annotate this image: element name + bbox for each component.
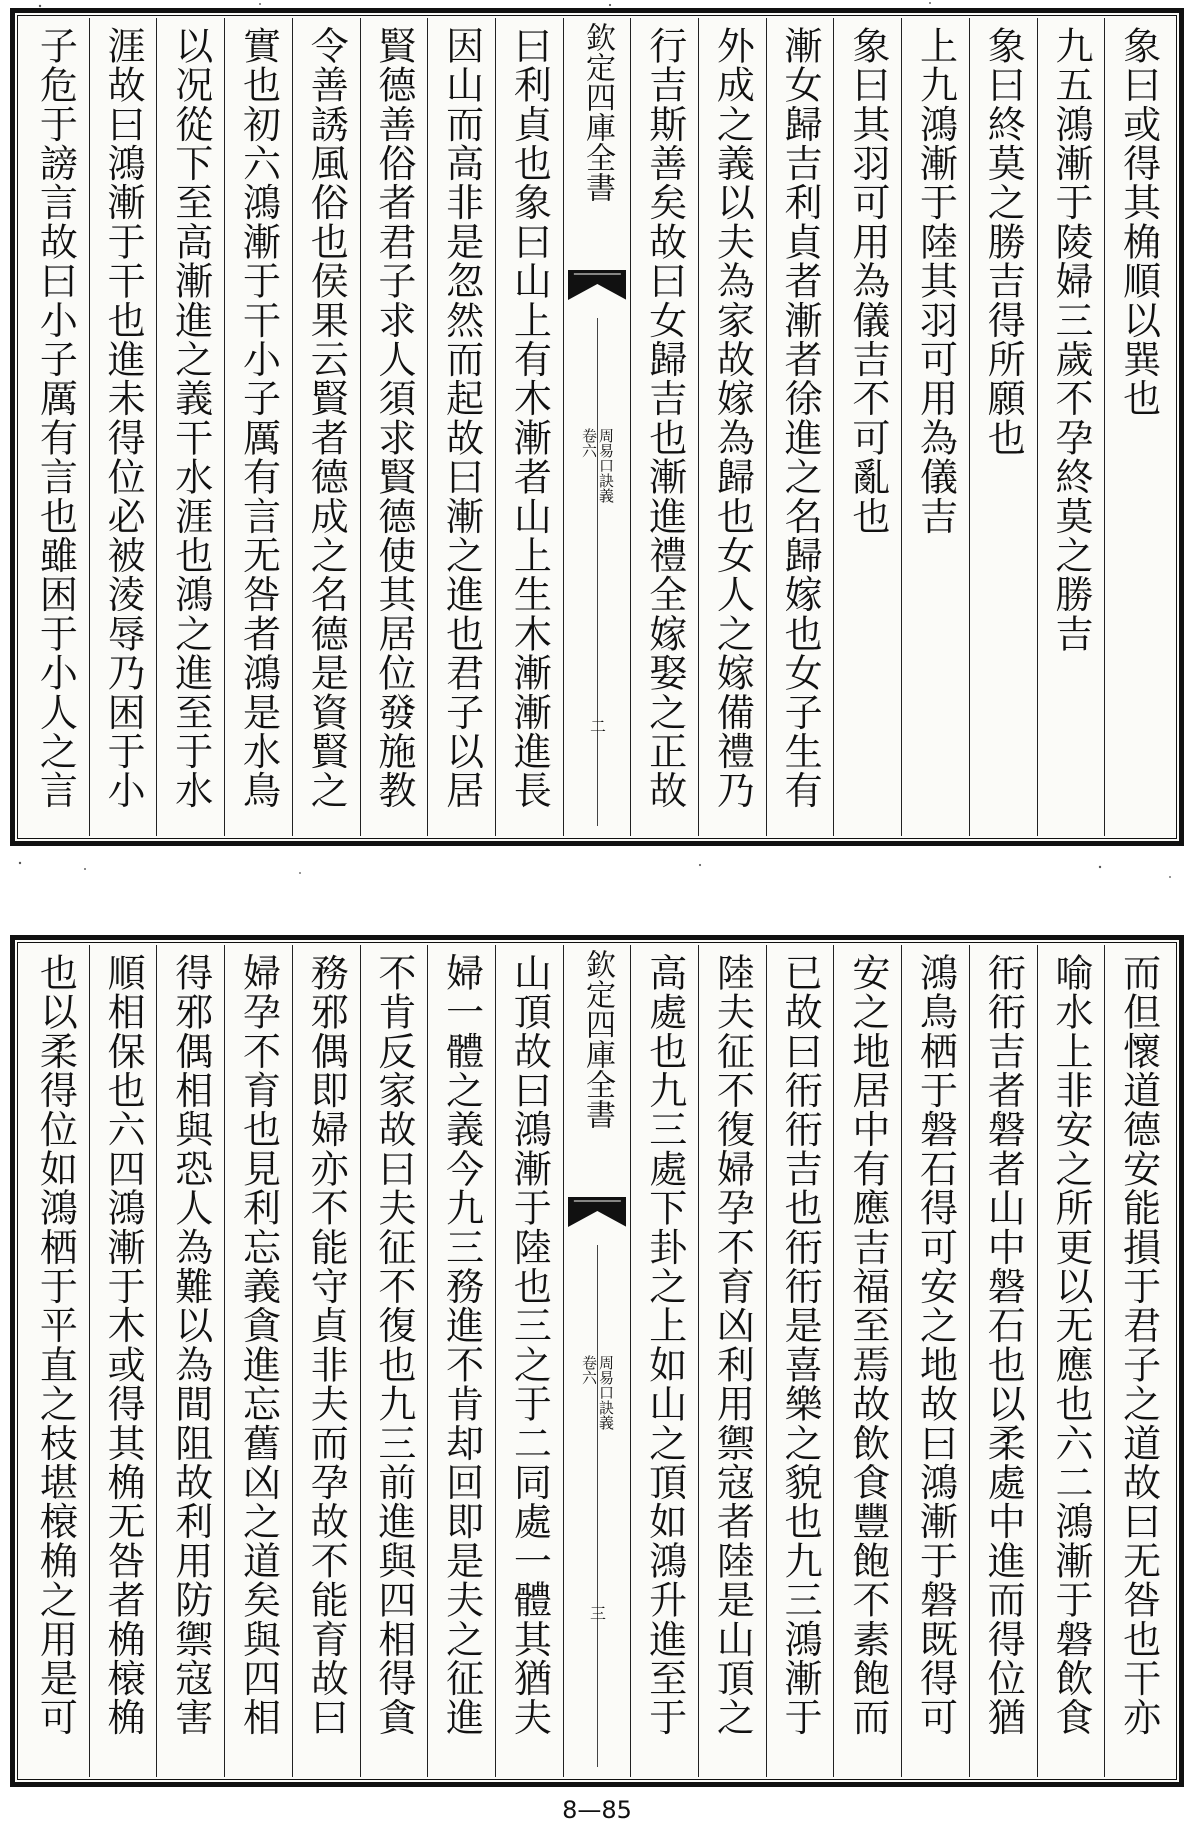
text-column [833, 945, 901, 1777]
column-text: 務邪偶即婦亦不能守貞非夫而孕故不能育故曰 [304, 953, 349, 1737]
volume-name: 卷六 [580, 428, 599, 458]
top-page [10, 8, 1184, 846]
text-column [969, 945, 1037, 1777]
fold-line [597, 1245, 598, 1767]
text-column [22, 945, 89, 1777]
text-column [698, 945, 766, 1777]
column-text: 得邪偶相與恐人為難以為間阻故利用防禦寇害 [168, 953, 213, 1737]
column-text: 鴻鳥栖于磐石得可安之地故曰鴻漸于磐既得可 [913, 953, 958, 1737]
column-text: 而但懷道德安能損于君子之道故曰无咎也干亦 [1116, 953, 1161, 1737]
text-column [156, 18, 224, 836]
text-column [1037, 18, 1105, 836]
text-column [1104, 945, 1172, 1777]
chapter-label [570, 428, 625, 503]
column-text: 也以柔得位如鴻栖于平直之枝堪榱桷之用是可 [33, 953, 78, 1737]
text-column [901, 945, 969, 1777]
text-column [1037, 945, 1105, 1777]
column-text: 已故曰衎衎吉也衎衎是喜樂之貌也九三鴻漸于 [778, 953, 823, 1737]
text-column [766, 18, 834, 836]
column-text: 不肯反家故曰夫征不復也九三前進與四相得貪 [371, 953, 416, 1737]
text-column [360, 945, 428, 1777]
column-text: 順相保也六四鴻漸于木或得其桷无咎者桷榱桷 [101, 953, 146, 1737]
column-text: 象曰終莫之勝吉得所願也 [981, 26, 1026, 458]
column-text: 因山而高非是忽然而起故曰漸之進也君子以居 [439, 26, 484, 810]
column-text: 行吉斯善矣故曰女歸吉也漸進禮全嫁娶之正故 [642, 26, 687, 810]
fishtail-ornament-icon [568, 1197, 627, 1237]
text-column [427, 18, 495, 836]
column-text: 高處也九三處下卦之上如山之頂如鴻升進至于 [642, 953, 687, 1737]
folio-number: 二 [587, 718, 607, 734]
column-text: 曰利貞也象曰山上有木漸者山上生木漸漸進長 [507, 26, 552, 810]
volume-name: 卷六 [580, 1355, 599, 1385]
book-name: 周易口訣義 [597, 1355, 616, 1430]
bottom-page [10, 935, 1184, 1787]
text-column [630, 945, 698, 1777]
text-column [901, 18, 969, 836]
book-title-column [563, 18, 631, 836]
column-text: 涯故曰鴻漸于干也進未得位必被淩辱乃困于小 [101, 26, 146, 810]
column-text: 子危于謗言故曰小子厲有言也雖困于小人之言 [33, 26, 78, 810]
column-text: 九五鴻漸于陵婦三歲不孕終莫之勝吉 [1048, 26, 1093, 654]
text-column [22, 18, 89, 836]
text-column [156, 945, 224, 1777]
text-columns [22, 945, 1172, 1777]
text-column [292, 945, 360, 1777]
column-text: 山頂故曰鴻漸于陸也三之于二同處一體其猶夫 [507, 953, 552, 1737]
column-text: 令善誘風俗也侯果云賢者德成之名德是資賢之 [304, 26, 349, 810]
text-column [969, 18, 1037, 836]
text-column [292, 18, 360, 836]
book-title: 欽定四庫全書 [580, 949, 616, 1129]
text-column [833, 18, 901, 836]
text-column [630, 18, 698, 836]
column-text: 安之地居中有應吉福至焉故飲食豐飽不素飽而 [845, 953, 890, 1737]
column-text: 婦一體之義今九三務進不肯却回即是夫之征進 [439, 953, 484, 1737]
column-text: 象曰或得其桷順以巽也 [1116, 26, 1161, 418]
text-column [766, 945, 834, 1777]
text-column [1104, 18, 1172, 836]
column-text: 陸夫征不復婦孕不育凶利用禦寇者陸是山頂之 [710, 953, 755, 1737]
text-column [427, 945, 495, 1777]
column-text: 婦孕不育也見利忘義貪進忘舊凶之道矣與四相 [236, 953, 281, 1737]
book-title-column [563, 945, 631, 1777]
text-column [224, 945, 292, 1777]
text-column [360, 18, 428, 836]
fishtail-ornament-icon [568, 270, 627, 310]
column-text: 上九鴻漸于陸其羽可用為儀吉 [913, 26, 958, 536]
fold-line [597, 318, 598, 826]
text-column [224, 18, 292, 836]
text-column [495, 945, 563, 1777]
scan-speckle-middle [0, 855, 1194, 875]
text-columns [22, 18, 1172, 836]
volume-page-number: 8—85 [562, 1796, 632, 1824]
text-column [495, 18, 563, 836]
chapter-label [570, 1355, 625, 1430]
column-text: 以况從下至高漸進之義干水涯也鴻之進至于水 [168, 26, 213, 810]
book-name: 周易口訣義 [597, 428, 616, 503]
folio-number: 三 [587, 1605, 607, 1621]
column-text: 外成之義以夫為家故嫁為歸也女人之嫁備禮乃 [710, 26, 755, 810]
column-text: 漸女歸吉利貞者漸者徐進之名歸嫁也女子生有 [778, 26, 823, 810]
column-text: 象曰其羽可用為儀吉不可亂也 [845, 26, 890, 536]
text-column [89, 945, 157, 1777]
book-title: 欽定四庫全書 [580, 22, 616, 202]
column-text: 實也初六鴻漸于干小子厲有言无咎者鴻是水鳥 [236, 26, 281, 810]
column-text: 喻水上非安之所更以无應也六二鴻漸于磐飲食 [1048, 953, 1093, 1737]
text-column [89, 18, 157, 836]
column-text: 賢德善俗者君子求人須求賢德使其居位發施教 [371, 26, 416, 810]
column-text: 衎衎吉者磐者山中磐石也以柔處中進而得位猶 [981, 953, 1026, 1737]
text-column [698, 18, 766, 836]
